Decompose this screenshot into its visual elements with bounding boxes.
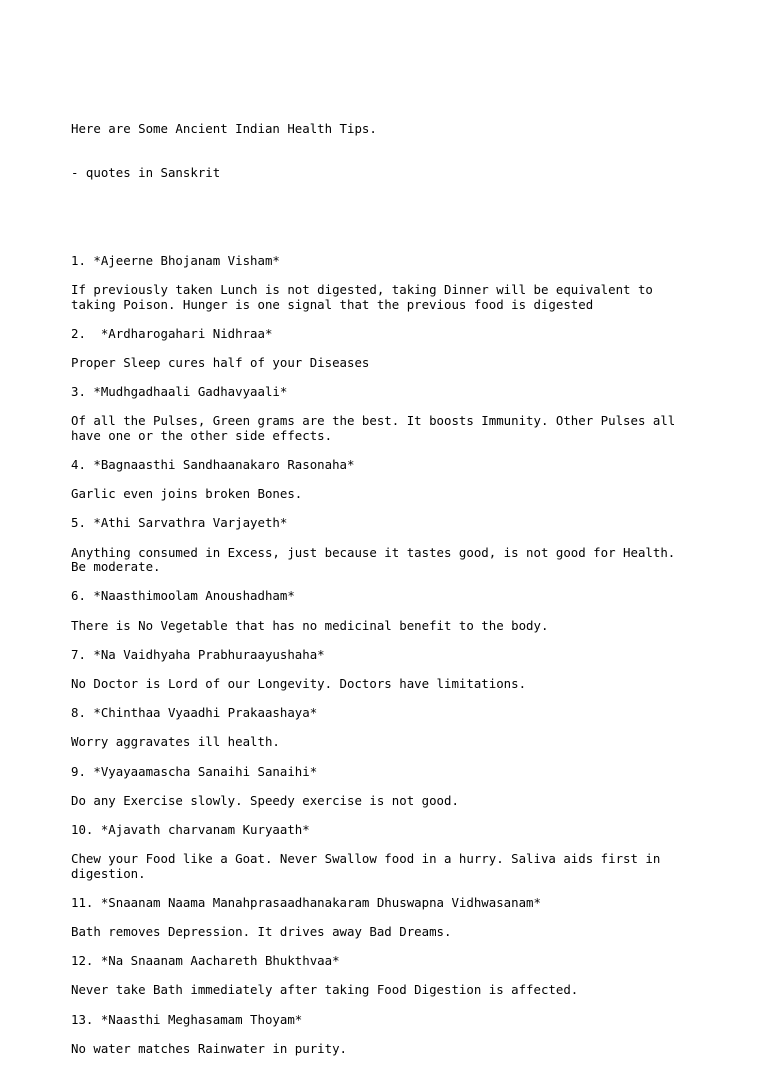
tip-heading-text: 4. *Bagnaasthi Sandhaanakaro Rasonaha* [71, 457, 355, 473]
tip-body [71, 677, 711, 692]
intro-subtitle: - quotes in Sanskrit [71, 165, 221, 181]
tip-body [71, 925, 711, 940]
tip-body [71, 735, 711, 750]
tip-body [71, 414, 711, 443]
tip-body [71, 356, 711, 371]
intro [71, 93, 711, 210]
tip-heading-text: 8. *Chinthaa Vyaadhi Prakaashaya* [71, 705, 318, 721]
tip-heading [71, 1013, 711, 1028]
tip-heading-text: 3. *Mudhgadhaali Gadhavyaali* [71, 384, 288, 400]
tip-body-line: Of all the Pulses, Green grams are the best. It boosts Immunity. Other Pulses all [71, 413, 676, 429]
tip-heading-text: 9. *Vyayaamascha Sanaihi Sanaihi* [71, 763, 318, 779]
tip-heading-text: 13. *Naasthi Meghasamam Thoyam* [71, 1011, 303, 1027]
tip-heading-text: 7. *Na Vaidhyaha Prabhuraayushaha* [71, 646, 325, 662]
tip-heading [71, 516, 711, 531]
intro-title: Here are Some Ancient Indian Health Tips. [71, 121, 377, 137]
tip-heading [71, 458, 711, 473]
tip-heading [71, 648, 711, 663]
tip-heading [71, 896, 711, 911]
tip-body [71, 794, 711, 809]
tip-heading [71, 385, 711, 400]
tip-body-line: taking Poison. Hunger is one signal that the previous food is digested [71, 296, 594, 312]
tip-heading-text: 12. *Na Snaanam Aachareth Bhukthvaa* [71, 953, 340, 969]
tip-heading-text: 2. *Ardharogahari Nidhraa* [71, 325, 273, 341]
tip-heading-text: 5. *Athi Sarvathra Varjayeth* [71, 515, 288, 531]
tip-heading-text: 10. *Ajavath charvanam Kuryaath* [71, 821, 310, 837]
tip-heading [71, 589, 711, 604]
tip-heading [71, 327, 711, 342]
document-page [71, 64, 711, 1086]
tips-list [71, 254, 711, 1057]
tip-body-line: Worry aggravates ill health. [71, 734, 280, 750]
tip-body-line: Bath removes Depression. It drives away Bad Dreams. [71, 924, 452, 940]
tip-body [71, 619, 711, 634]
tip-body-line: Chew your Food like a Goat. Never Swallow food in a hurry. Saliva aids first in [71, 851, 661, 867]
tip-body-line: No Doctor is Lord of our Longevity. Doctors have limitations. [71, 675, 527, 691]
tip-body-line: Proper Sleep cures half of your Diseases [71, 354, 370, 370]
tip-body [71, 983, 711, 998]
tip-heading [71, 765, 711, 780]
tip-body [71, 283, 711, 312]
tip-body [71, 852, 711, 881]
tip-body [71, 487, 711, 502]
tip-heading [71, 823, 711, 838]
tip-body-line: have one or the other side effects. [71, 427, 333, 443]
tip-body-line: Do any Exercise slowly. Speedy exercise is not good. [71, 792, 459, 808]
tip-body-line: There is No Vegetable that has no medicinal benefit to the body. [71, 617, 549, 633]
tip-body [71, 546, 711, 575]
tip-body-line: Never take Bath immediately after taking Food Digestion is affected. [71, 982, 579, 998]
tip-heading [71, 954, 711, 969]
tip-body [71, 1042, 711, 1057]
tip-body-line: Garlic even joins broken Bones. [71, 486, 303, 502]
tip-heading-text: 1. *Ajeerne Bhojanam Visham* [71, 252, 280, 268]
tip-body-line: Be moderate. [71, 559, 161, 575]
tip-heading [71, 254, 711, 269]
tip-heading [71, 706, 711, 721]
tip-body-line: If previously taken Lunch is not digested, taking Dinner will be equivalent to [71, 281, 653, 297]
tip-body-line: No water matches Rainwater in purity. [71, 1040, 348, 1056]
tip-heading-text: 11. *Snaanam Naama Manahprasaadhanakaram Dhuswapna Vidhwasanam* [71, 894, 541, 910]
tip-heading-text: 6. *Naasthimoolam Anoushadham* [71, 588, 295, 604]
tip-body-line: digestion. [71, 865, 146, 881]
tip-body-line: Anything consumed in Excess, just because it tastes good, is not good for Health. [71, 544, 676, 560]
